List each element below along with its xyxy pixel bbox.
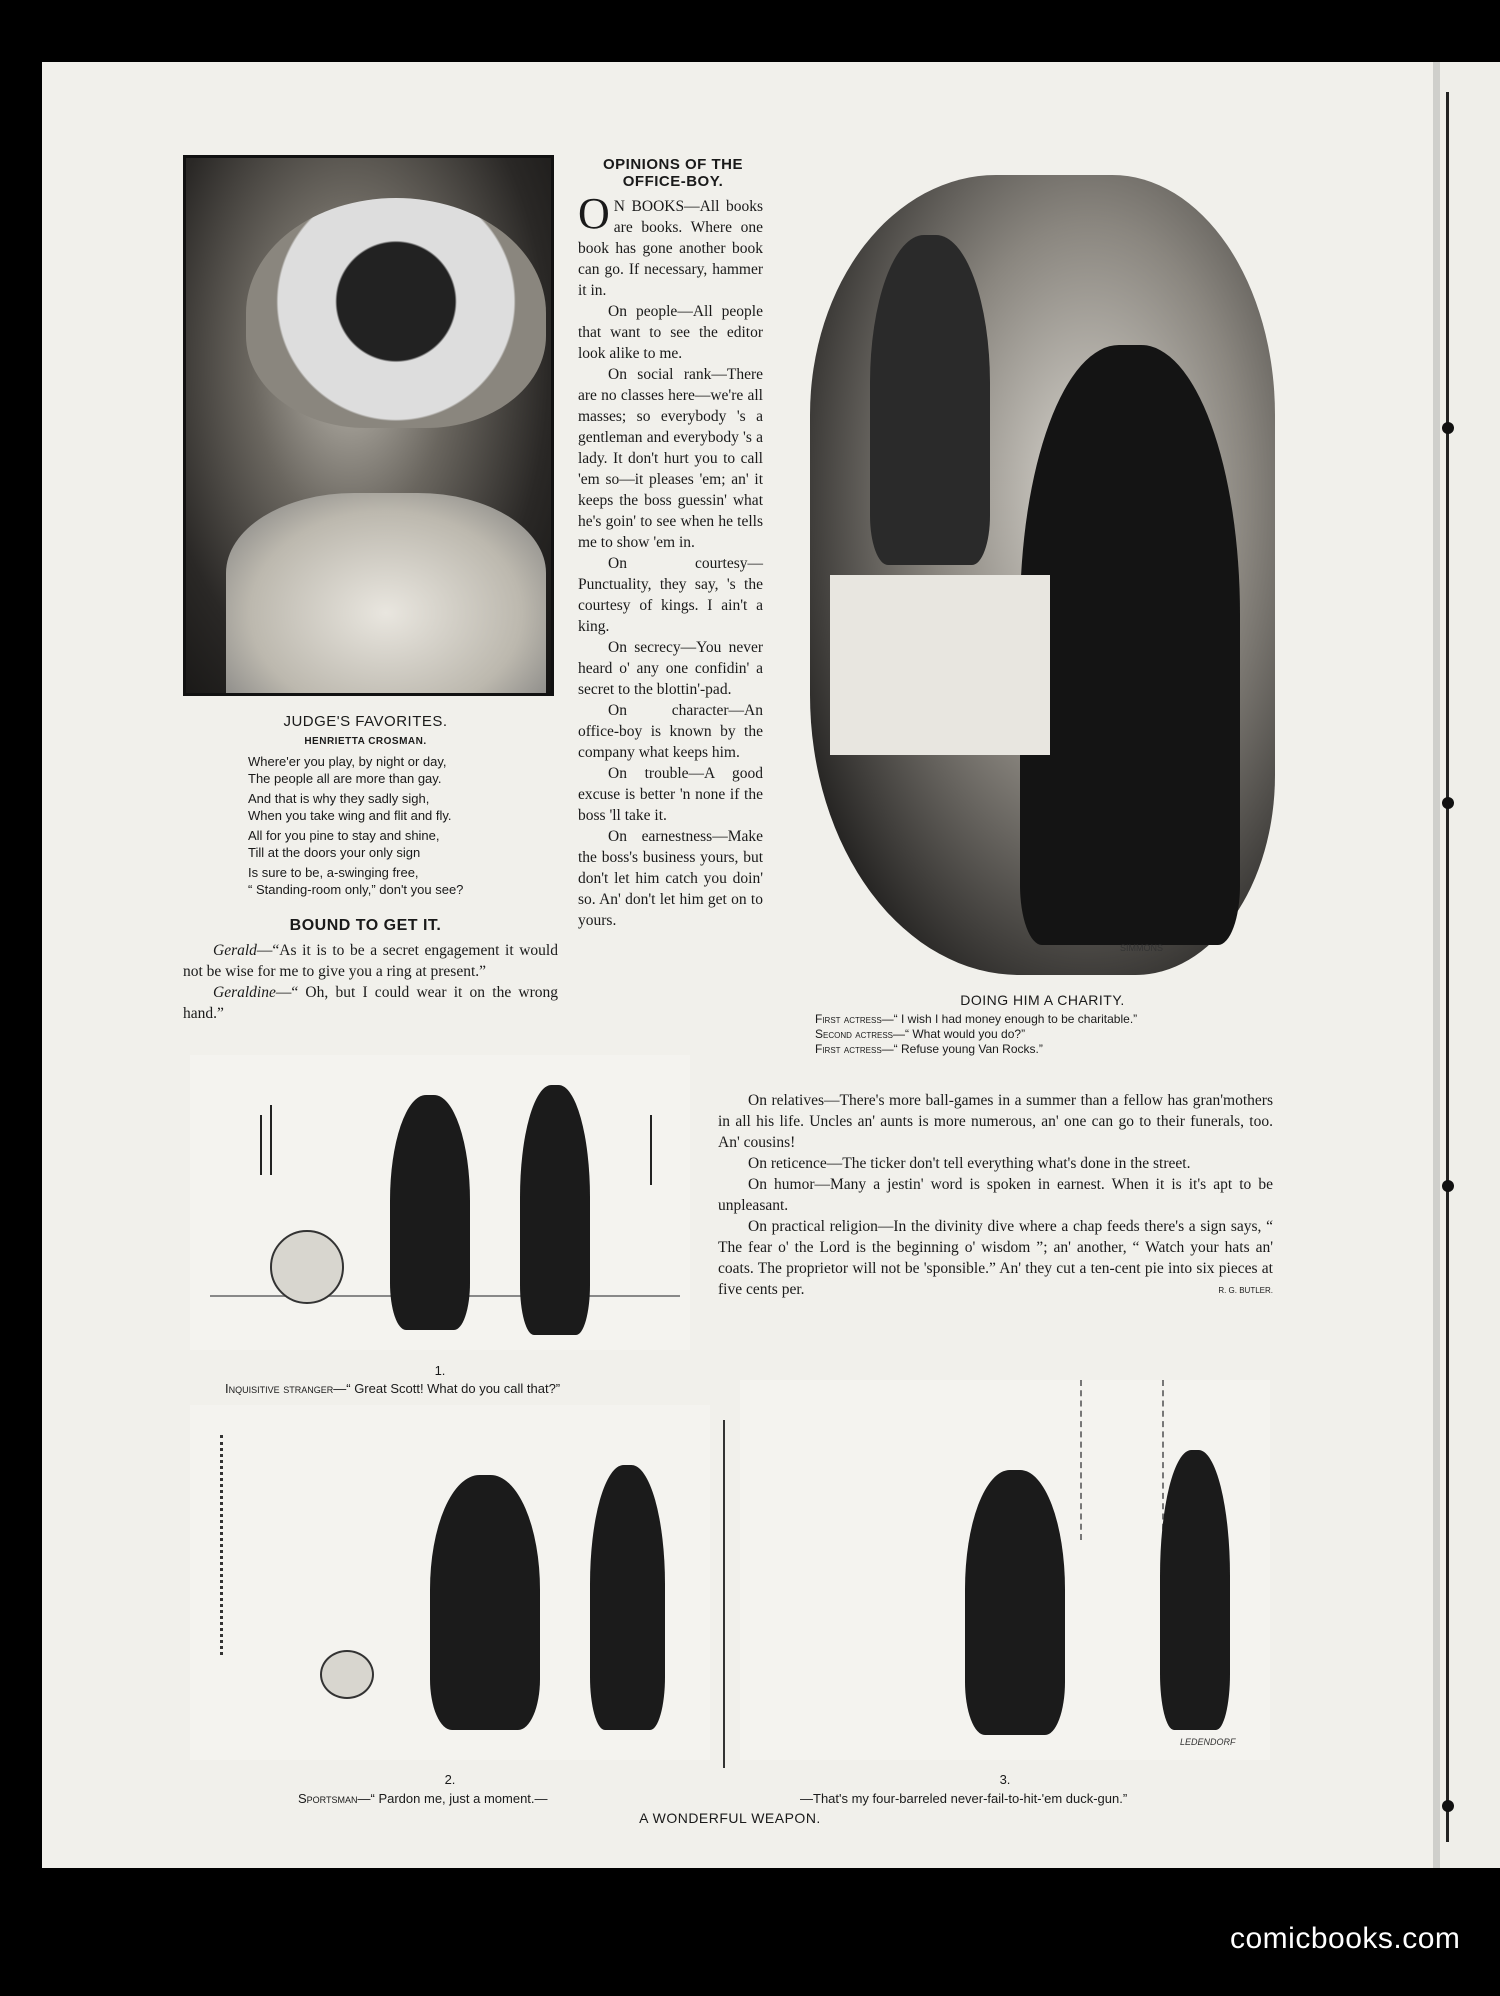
speaker-geraldine: Geraldine	[213, 984, 276, 1001]
binding-hole	[1442, 1180, 1454, 1192]
opinion-paragraph: On reticence—The ticker don't tell everything what's done in the street.	[748, 1155, 1191, 1172]
poem-line: The people all are more than gay.	[248, 770, 442, 786]
panel-3-number: 3.	[999, 1772, 1011, 1787]
stranger-figure	[590, 1465, 665, 1730]
poem-line: Till at the doors your only sign	[248, 844, 421, 860]
dialogue-line: —“ What would you do?”	[893, 1027, 1026, 1041]
binding-hole	[1442, 797, 1454, 809]
crosman-poem	[248, 754, 548, 902]
stranger-figure	[1160, 1450, 1230, 1730]
author-credit: R. G. BUTLER.	[1218, 1286, 1273, 1295]
gun-smoke	[1080, 1380, 1164, 1540]
opinion-paragraph: N BOOKS—All books are books. Where one book has gone another book can go. If necessary, hammer it in.	[578, 198, 763, 299]
panel-3-caption: —That's my four-barreled never-fail-to-hit-'em duck-gun.”	[800, 1791, 1128, 1806]
caption-text: —“ Pardon me, just a moment.—	[357, 1791, 548, 1806]
dropcap: O	[578, 189, 610, 238]
reed	[270, 1105, 272, 1175]
bound-to-get-it-text	[183, 940, 558, 1024]
opinion-paragraph: On social rank—There are no classes here—we're all masses; so everybody 's a gentleman and everybody 's a lady. It don't hurt you to call 'em so—it pleases 'em; an' it keeps the boss guessin' what he's goin' to see when he tells me to show 'em in.	[578, 366, 763, 551]
dialogue-line: —“ I wish I had money enough to be charitable.”	[881, 1012, 1138, 1026]
geraldine-line: —“ Oh, but I could wear it on the wrong hand.”	[183, 984, 558, 1022]
speaker-sportsman: Sportsman	[298, 1791, 358, 1806]
charity-dialogue	[815, 1012, 1285, 1057]
opinion-paragraph: On earnestness—Make the boss's business yours, but don't let him catch you doin' so. An' don't let him get on to yours.	[578, 828, 763, 929]
stranger-figure	[520, 1085, 590, 1335]
opinion-paragraph: On character—An office-boy is known by the company what keeps him.	[578, 702, 763, 761]
reed	[650, 1115, 652, 1185]
tablecloth	[830, 575, 1050, 755]
dog-figure	[320, 1650, 374, 1699]
opinions-continued	[718, 1090, 1273, 1298]
henrietta-crosman-photo	[183, 155, 554, 696]
speaker-first-actress: First actress	[815, 1012, 882, 1026]
poem-line: All for you pine to stay and shine,	[248, 828, 440, 843]
panel-1-caption	[225, 1381, 725, 1396]
poem-line: When you take wing and flit and fly.	[248, 807, 452, 823]
speaker-first-actress: First actress	[815, 1042, 882, 1056]
poem-line: Where'er you play, by night or day,	[248, 754, 447, 769]
opinion-paragraph: On humor—Many a jestin' word is spoken in earnest. When it is it's apt to be unpleasant.	[718, 1176, 1273, 1214]
cartoon-panel-1	[190, 1055, 690, 1350]
panel-1-number: 1.	[434, 1363, 446, 1378]
dog-figure	[270, 1230, 344, 1304]
falling-ducks	[220, 1435, 283, 1655]
opinion-paragraph: On secrecy—You never heard o' any one confidin' a secret to the blottin'-pad.	[578, 639, 763, 698]
dialogue-line: —“ Refuse young Van Rocks.”	[881, 1042, 1043, 1056]
sportsman-figure	[390, 1095, 470, 1330]
sportsman-firing-figure	[430, 1475, 540, 1730]
speaker-second-actress: Second actress	[815, 1027, 894, 1041]
opinions-column	[578, 189, 763, 931]
illustrator-signature: LEDENDORF	[1180, 1737, 1236, 1747]
binding-hole	[1442, 1800, 1454, 1812]
standing-actress-figure	[870, 235, 990, 565]
opinions-title	[578, 156, 768, 190]
illustrator-signature: SIMMONS	[1120, 943, 1164, 953]
sportsman-figure	[965, 1470, 1065, 1735]
poem-line: And that is why they sadly sigh,	[248, 791, 430, 806]
bound-to-get-it-title: BOUND TO GET IT.	[289, 917, 442, 934]
poem-line: Is sure to be, a-swinging free,	[248, 865, 419, 880]
site-watermark: comicbooks.com	[1230, 1922, 1461, 1955]
binding-hole	[1442, 422, 1454, 434]
seated-actress-figure	[1020, 345, 1240, 945]
cartoon-panel-3	[740, 1380, 1270, 1760]
opinion-paragraph: On practical religion—In the divinity dive where a chap feeds there's a sign says, “ The fear o' the Lord is the beginning o' wisdom ”; an' another, “ Watch your hats an' coats. The proprietor will not be 'sponsible.” An' they cut a ten-cent pie into six pieces at five cents per.	[718, 1218, 1273, 1298]
panel-2-number: 2.	[444, 1772, 456, 1787]
panel-2-caption	[298, 1791, 728, 1806]
speaker-gerald: Gerald	[213, 942, 257, 959]
opinions-title-line: OPINIONS OF THE	[602, 156, 743, 173]
opinion-paragraph: On relatives—There's more ball-games in a summer than a fellow has gran'mothers in all his life. Uncles an' aunts is more numerous, an' one can go to their funerals, too. An' cousins!	[718, 1092, 1273, 1151]
bonnet-shape	[246, 198, 546, 428]
doing-him-a-charity-illustration	[810, 175, 1275, 975]
dress-shape	[226, 493, 546, 693]
poem-line: “ Standing-room only,” don't you see?	[248, 881, 464, 897]
reed	[260, 1115, 262, 1175]
opinion-paragraph: On trouble—A good excuse is better 'n none if the boss 'll take it.	[578, 765, 763, 824]
gerald-line: —“As it is to be a secret engagement it would not be wise for me to give you a ring at present.”	[183, 942, 558, 980]
panel-divider	[723, 1420, 725, 1768]
opinions-title-line: OFFICE-BOY.	[622, 173, 724, 190]
opinion-paragraph: On people—All people that want to see the editor look alike to me.	[578, 303, 763, 362]
charity-title: DOING HIM A CHARITY.	[960, 992, 1125, 1008]
cartoon-panel-2	[190, 1405, 710, 1760]
speaker-inquisitive-stranger: Inquisitive stranger	[225, 1381, 334, 1396]
judges-favorites-title: JUDGE'S FAVORITES.	[283, 713, 448, 730]
judges-favorites-subtitle: HENRIETTA CROSMAN.	[304, 736, 427, 747]
caption-text: —“ Great Scott! What do you call that?”	[333, 1381, 561, 1396]
facing-page-edge	[1440, 62, 1500, 1868]
opinion-paragraph: On courtesy—Punctuality, they say, 's the courtesy of kings. I ain't a king.	[578, 555, 763, 635]
wonderful-weapon-title: A WONDERFUL WEAPON.	[639, 1810, 821, 1826]
page-fold-line	[1446, 92, 1449, 1842]
